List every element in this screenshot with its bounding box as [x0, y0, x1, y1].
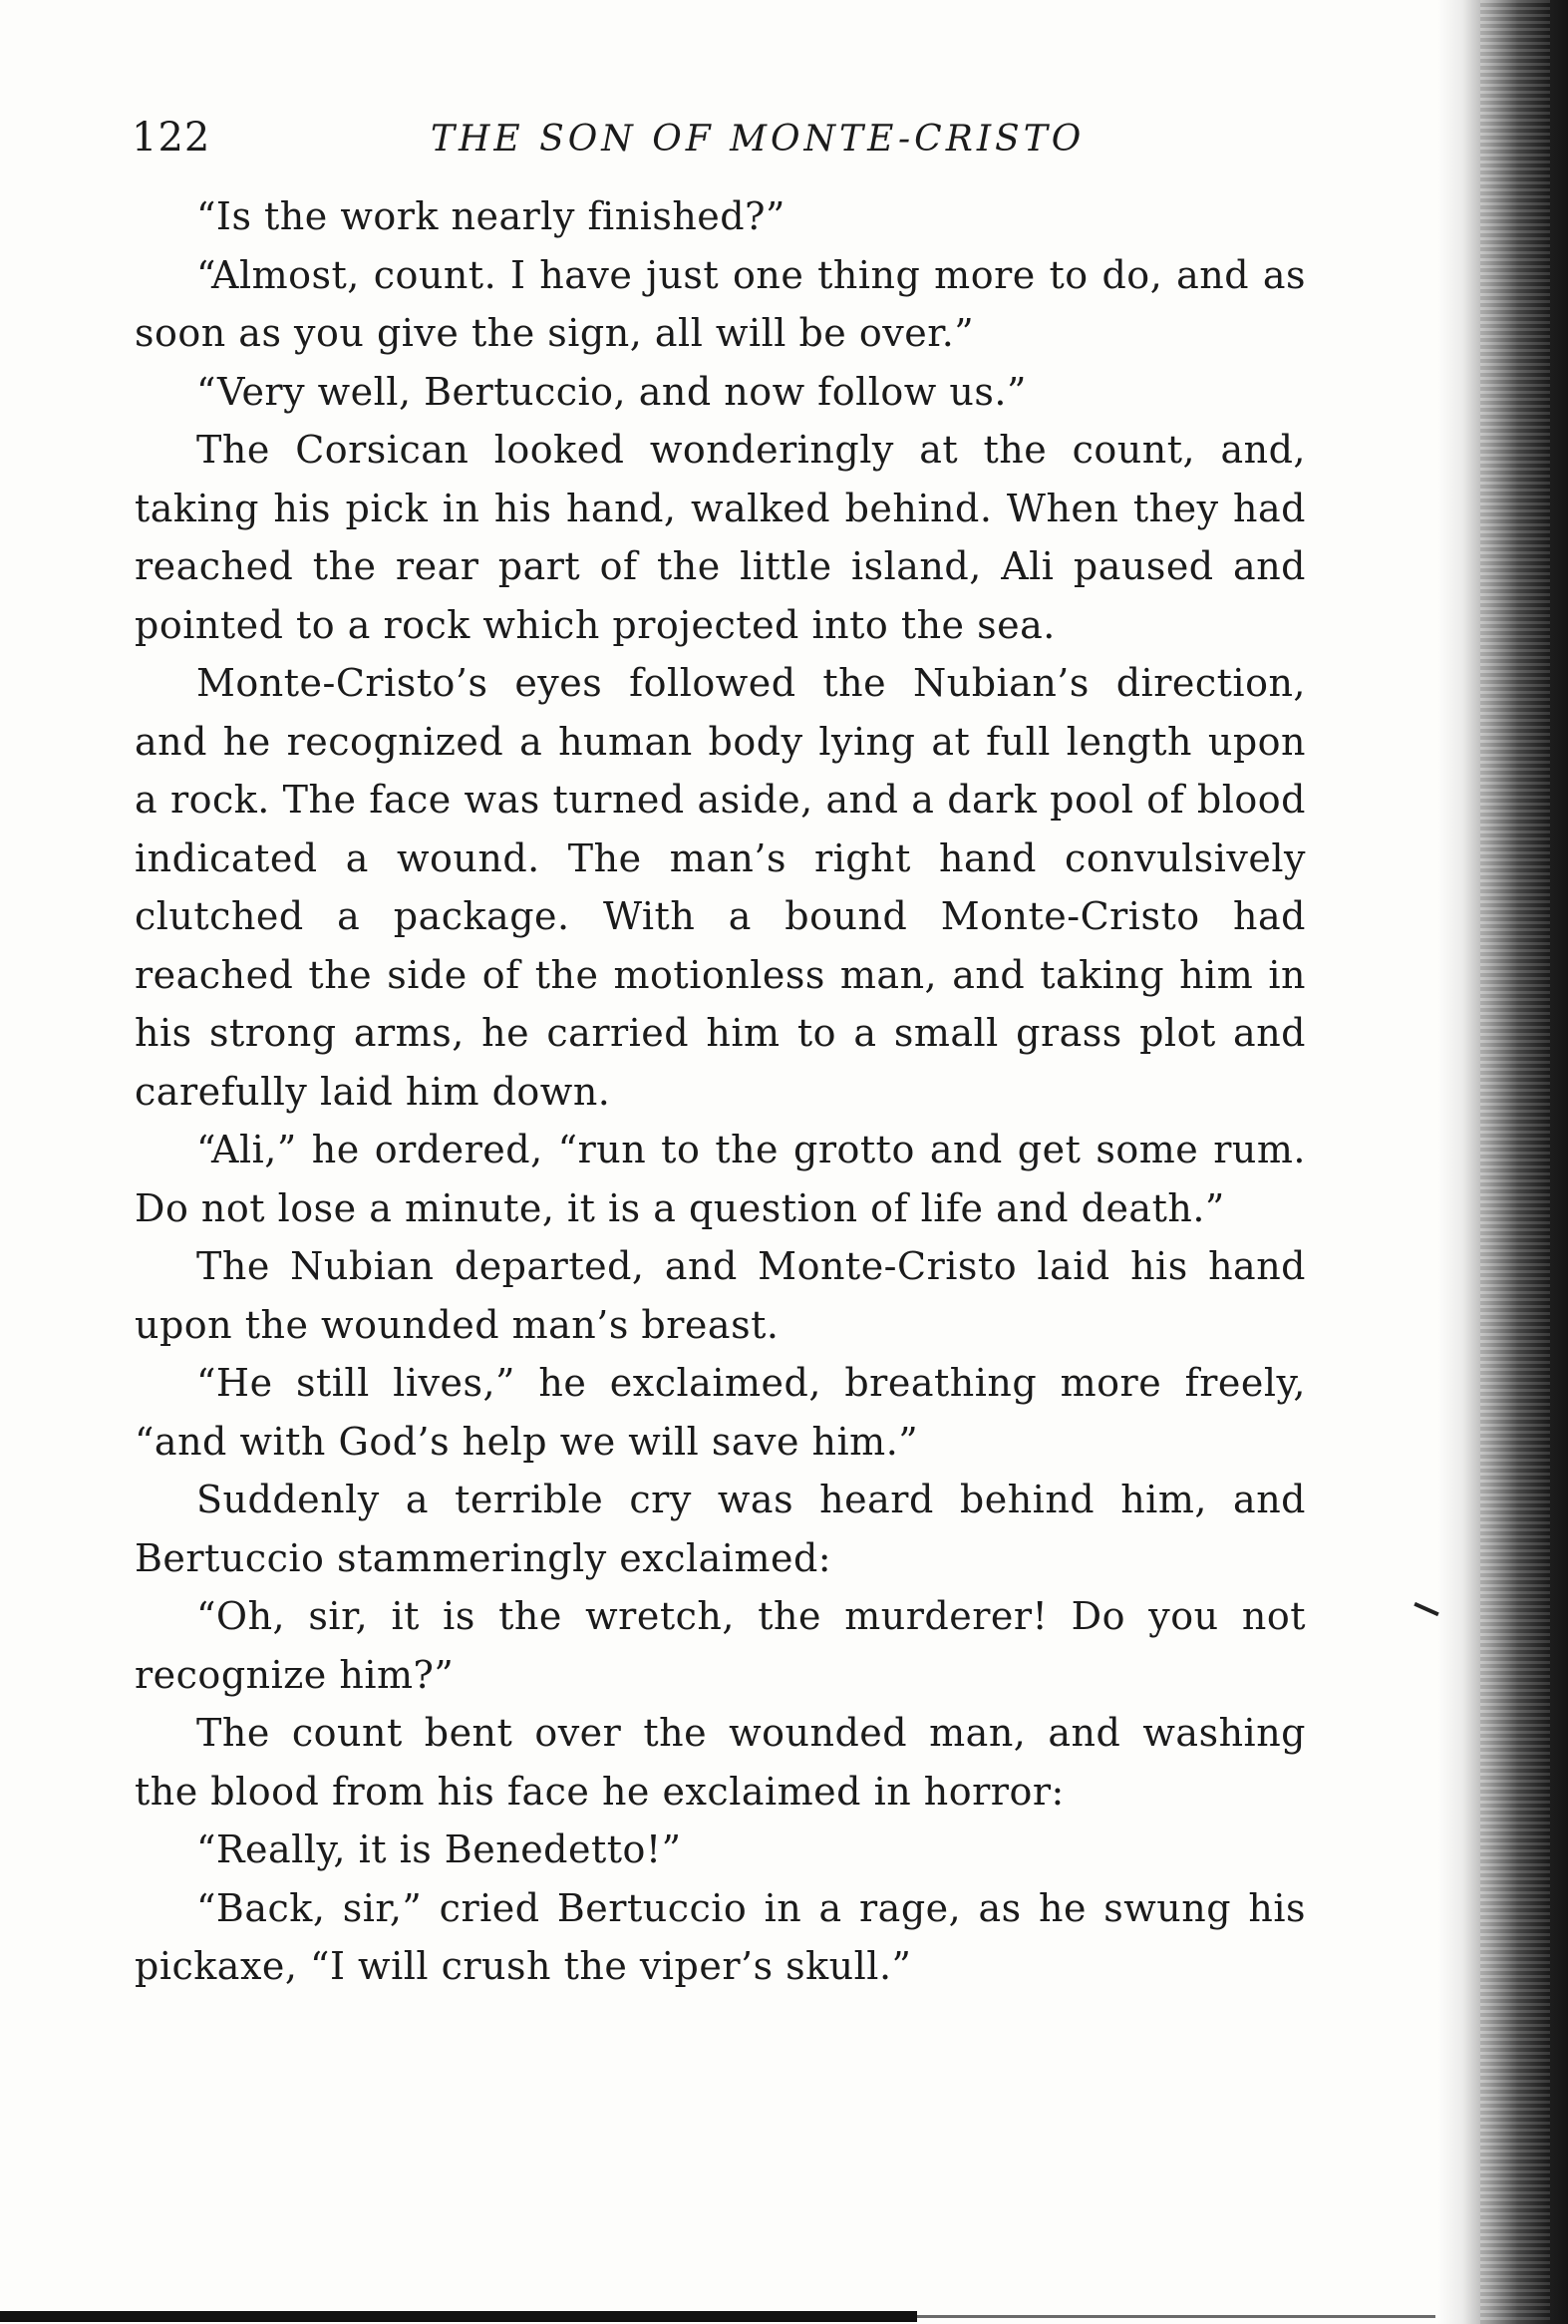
paragraph: “Very well, Bertuccio, and now follow us.”: [196, 369, 1027, 414]
body-text: [135, 187, 1306, 1996]
page-number: 122: [132, 115, 211, 161]
paragraph: The Corsican looked wonderingly at the count, and, taking his pick in his hand, walked behind. When they had reached the rear part of the little island, Ali paused and pointed to a rock which projected into the sea.: [135, 428, 1306, 647]
running-title: THE SON OF MONTE-CRISTO: [431, 119, 1086, 160]
paragraph: “Ali,” he ordered, “run to the grotto and get some rum. Do not lose a minute, it is a question of life and death.”: [135, 1128, 1306, 1230]
paragraph: “Really, it is Benedetto!”: [196, 1827, 682, 1871]
paragraph: “Is the work nearly finished?”: [196, 194, 785, 238]
paragraph: “Back, sir,” cried Bertuccio in a rage, as he swung his pickaxe, “I will crush the viper’s skull.”: [135, 1885, 1306, 1988]
margin-mark: [1413, 1602, 1438, 1616]
paragraph: “He still lives,” he exclaimed, breathing more freely, “and with God’s help we will save him.”: [135, 1361, 1306, 1464]
paragraph: Monte-Cristo’s eyes followed the Nubian’s direction, and he recognized a human body lying at full length upon a rock. The face was turned aside, and a dark pool of blood indicated a wound. The man’s right hand convulsively clutched a package. With a bound Monte-Cristo had reached the side of the motionless man, and taking him in his strong arms, he carried him to a small grass plot and carefully laid him down.: [135, 661, 1306, 1114]
paragraph: “Oh, sir, it is the wretch, the murderer! Do you not recognize him?”: [135, 1594, 1306, 1697]
binding-texture: [1480, 0, 1550, 2324]
page-header: [132, 108, 1308, 167]
paragraph: “Almost, count. I have just one thing more to do, and as soon as you give the sign, all will be over.”: [135, 252, 1306, 355]
paragraph: The count bent over the wounded man, and washing the blood from his face he exclaimed in horror:: [135, 1711, 1306, 1814]
paragraph: Suddenly a terrible cry was heard behind him, and Bertuccio stammeringly exclaimed:: [135, 1478, 1306, 1580]
bottom-edge-rule: [0, 2311, 917, 2322]
bottom-edge-rule-thin: [917, 2315, 1435, 2318]
paragraph: The Nubian departed, and Monte-Cristo laid his hand upon the wounded man’s breast.: [135, 1244, 1306, 1347]
